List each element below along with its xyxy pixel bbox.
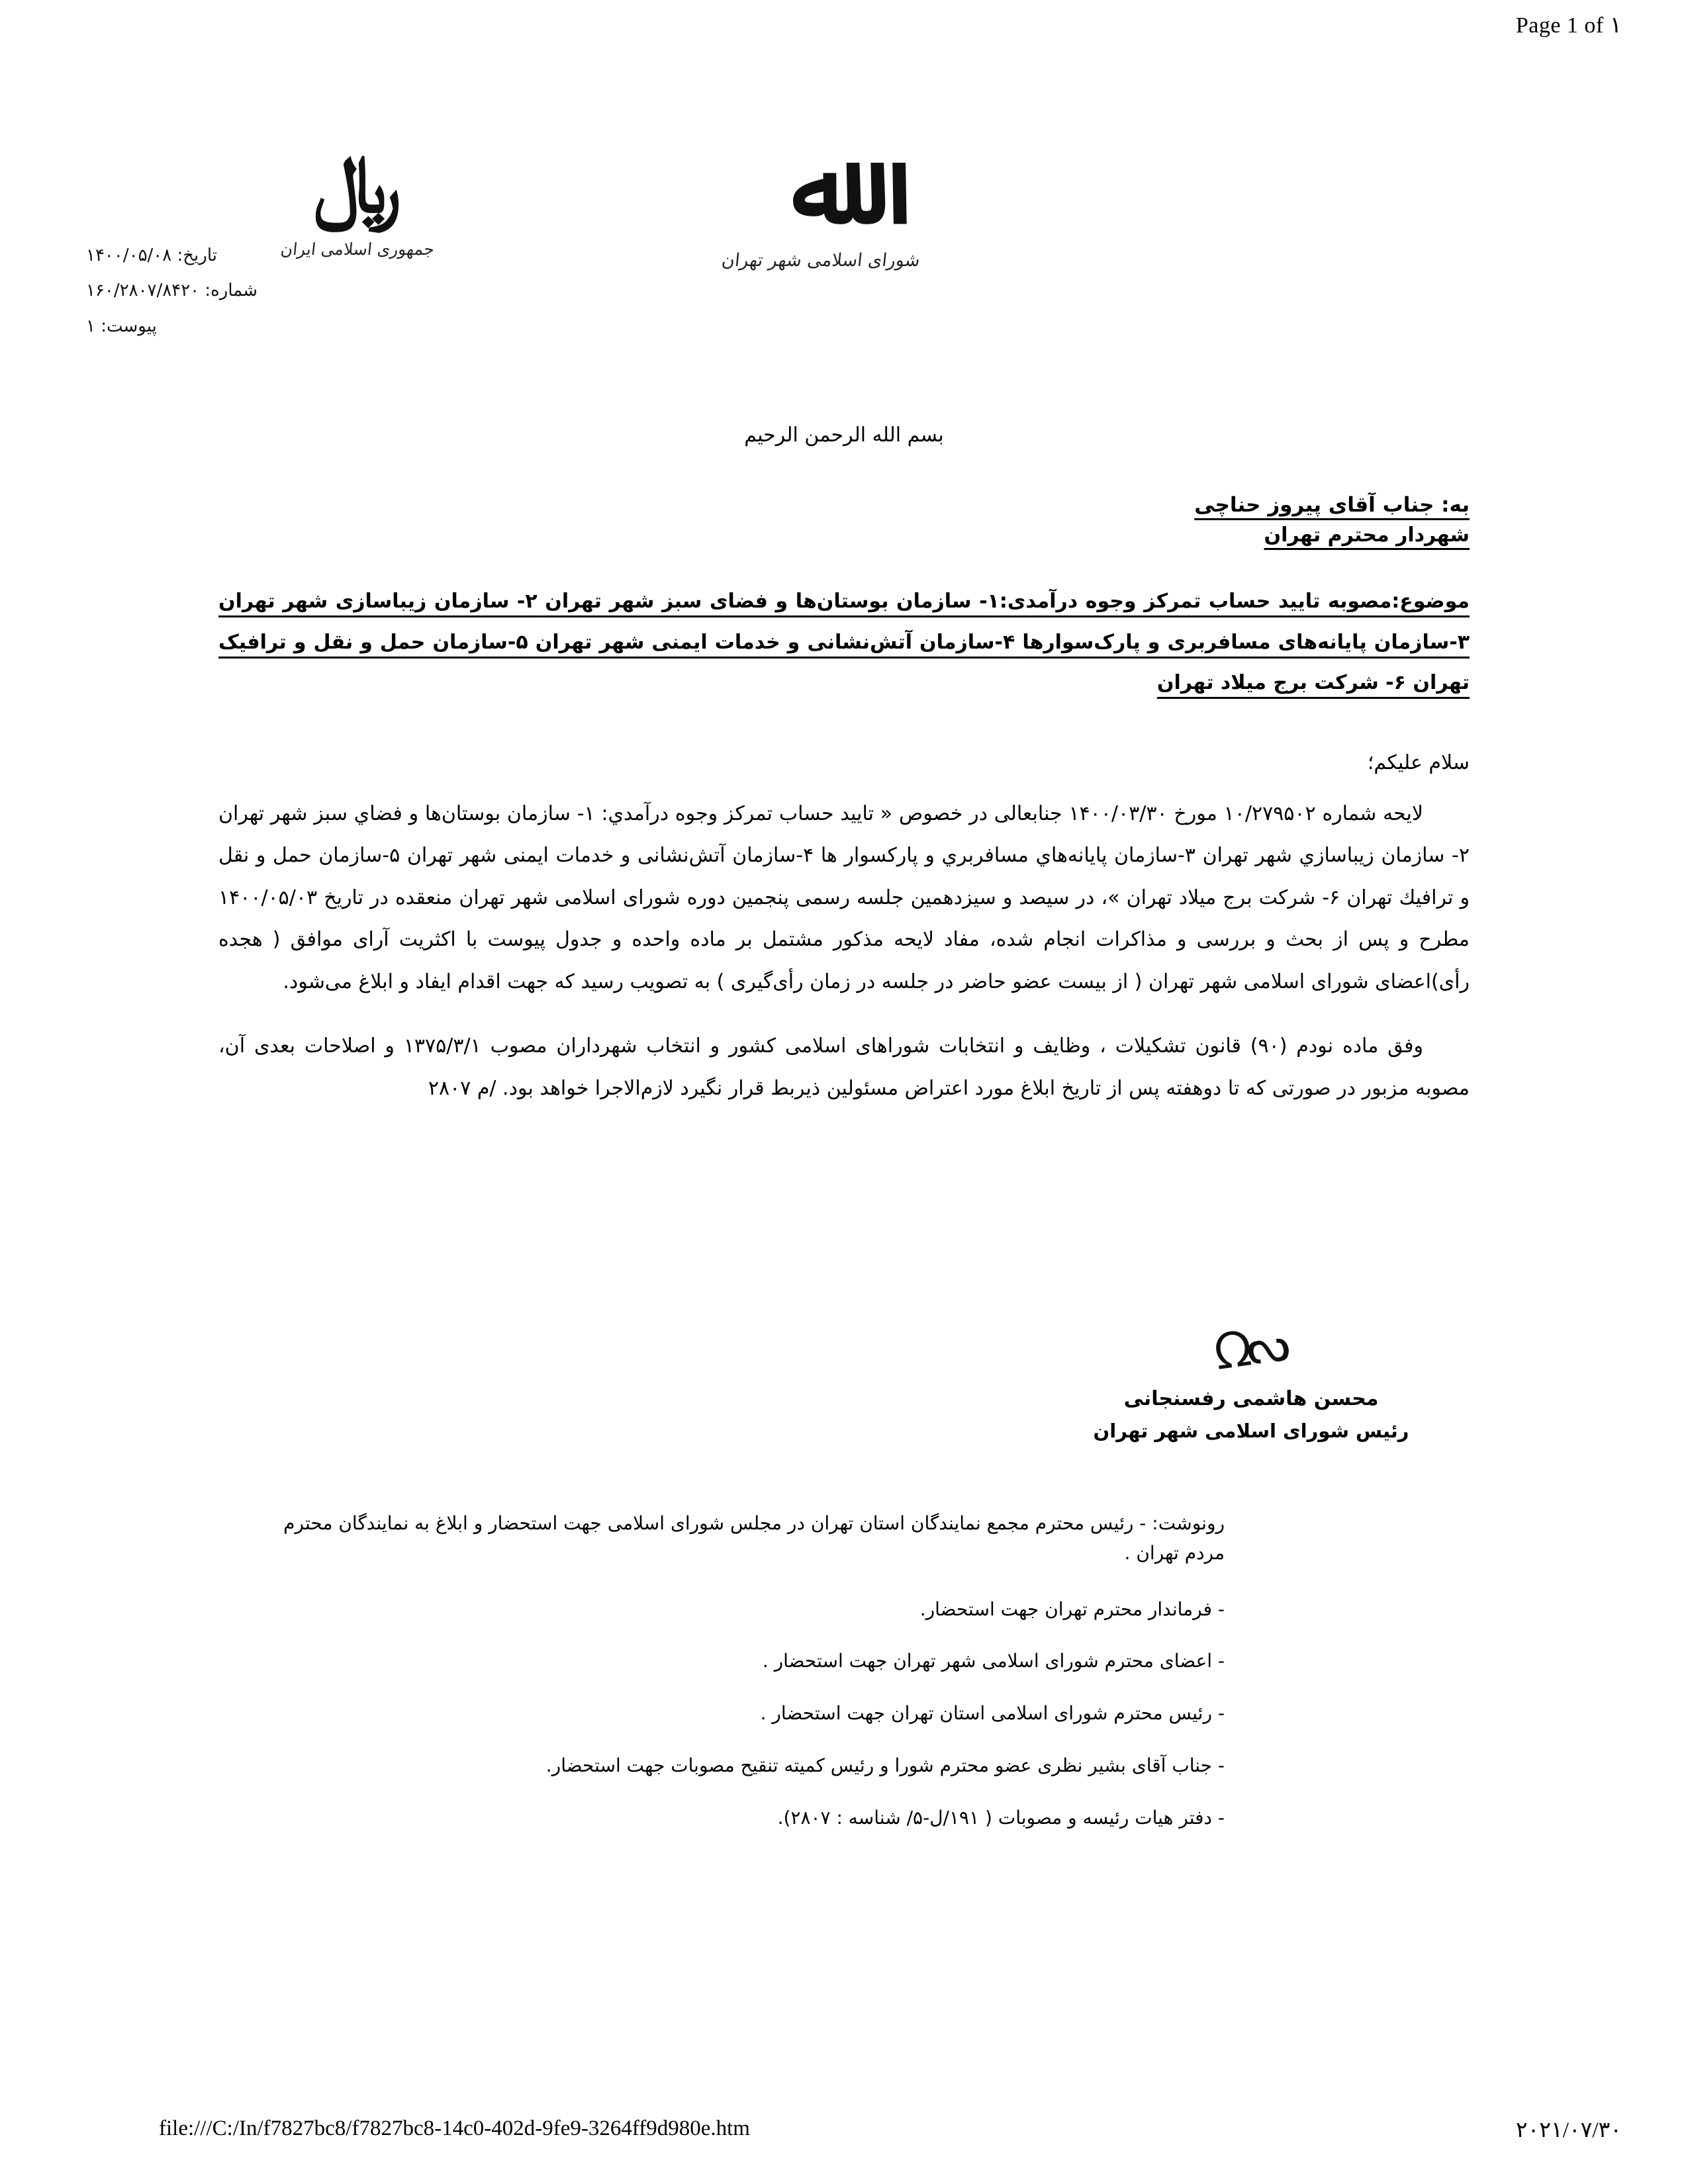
letter-body: [218, 424, 1470, 1132]
print-footer: [0, 2116, 1688, 2146]
list-item: رونوشت: - رئیس محترم مجمع نمایندگان استان تهران در مجلس شورای اسلامی جهت استحضار و ابلاغ به نمایندگان محترم مردم تهران .: [283, 1512, 1225, 1564]
letter-attachment: پیوست: ۱: [86, 316, 157, 336]
addressee-title: شهردار محترم تهران: [1264, 523, 1470, 547]
letter-subject: موضوع:مصوبه تایید حساب تمرکز وجوه درآمدی:۱- سازمان بوستان‌ها و فضای سبز شهر تهران ۲- سازمان زیباسازی شهر تهران ۳-سازمان پایانه‌های مسافربری و پارک‌سوارها ۴-سازمان آتش‌نشانی و خدمات ایمنی شهر تهران ۵-سازمان حمل و نقل و ترافیک تهران ۶- شرکت برج میلاد تهران: [218, 590, 1470, 694]
body-paragraph-2: وفق ماده نودم (۹۰) قانون تشکیلات ، وظایف و انتخابات شوراهای اسلامی کشور و انتخاب شهرداران مصوب ۱۳۷۵/۳/۱ و اصلاحات بعدی آن، مصوبه مزبور در صورتی که تا دوهفته پس از تاریخ ابلاغ مورد اعتراض مسئولین ذیربط قرار نگیرد لازم‌الاجرا خواهد بود. /م ۲۸۰۷: [218, 1034, 1470, 1101]
council-logo-caption: شورای اسلامی شهر تهران: [720, 250, 921, 271]
basmala: بسم الله الرحمن الرحیم: [744, 424, 944, 447]
letterhead: [0, 131, 1688, 390]
signatory-role: رئیس شورای اسلامی شهر تهران: [1093, 1420, 1409, 1442]
salutation: سلام علیکم؛: [1367, 751, 1470, 774]
letter-number: شماره: ۱۶۰/۲۸۰۷/۸۴۲۰: [86, 281, 258, 301]
body-paragraph-1: لایحه شماره ۱۰/۲۷۹۵۰۲ مورخ ۱۴۰۰/۰۳/۳۰ جنابعالی در خصوص « تایید حساب تمرکز وجوه درآمدي: ۱- سازمان بوستان‌ها و فضاي سبز شهر تهران ۲- سازمان زیباسازي شهر تهران ۳-سازمان پایانه‌هاي مسافربري و پارکسوار ها ۴-سازمان آتش‌نشانی و خدمات ایمنی شهر تهران ۵-سازمان حمل و نقل و ترافیك تهران ۶- شرکت برج میلاد تهران »، در سیصد و سیزدهمین جلسه رسمی پنجمین دوره شورای اسلامی شهر تهران منعقده در تاریخ ۱۴۰۰/۰۵/۰۳ مطرح و پس از بحث و بررسی و مذاکرات انجام شده، مفاد لایحه مذکور مشتمل بر ماده واحده و جدول پیوست با اکثریت آرای موافق ( هجده رأی)اعضای شورای اسلامی شهر تهران ( از بیست عضو حاضر در جلسه در زمان رأی‌گیری ) به تصویب رسید که جهت اقدام ایفاد و ابلاغ می‌شود.: [218, 801, 1470, 993]
letter-date: تاریخ: ۱۴۰۰/۰۵/۰۸: [86, 246, 218, 265]
iran-emblem-caption: جمهوری اسلامی ایران: [279, 240, 436, 259]
signatory-name: محسن هاشمی رفسنجانی: [1123, 1387, 1379, 1410]
letter-metadata: [86, 238, 305, 344]
carbon-copy-list: [278, 1509, 1225, 1856]
council-logo: [669, 131, 973, 271]
list-item: - دفتر هیات رئیسه و مصوبات ( ۱۹۱/ل-۵/ شناسه : ۲۸۰۷).: [777, 1806, 1225, 1829]
council-logo-icon: ﷲ: [792, 131, 850, 246]
list-item: - فرماندار محترم تهران جهت استحضار.: [919, 1598, 1225, 1620]
list-item: - رئیس محترم شورای اسلامی استان تهران جهت استحضار .: [760, 1702, 1225, 1725]
list-item: - جناب آقای بشیر نظری عضو محترم شورا و رئیس کمیته تنقیح مصوبات جهت استحضار.: [545, 1754, 1225, 1776]
print-header: Page 1 of ۱: [1515, 13, 1622, 38]
signature-block: [1053, 1315, 1450, 1442]
addressee: به: جناب آقای پیروز حناچی: [1194, 493, 1470, 517]
print-date: ۲۰۲۱/۰۷/۳۰: [1515, 2118, 1622, 2142]
list-item: - اعضای محترم شورای اسلامی شهر تهران جهت استحضار .: [762, 1650, 1225, 1672]
source-file-path: file:///C:/In/f7827bc8/f7827bc8-14c0-402d-9fe9-3264ff9d980e.htm: [159, 2116, 750, 2140]
iran-emblem-icon: ﷼: [313, 139, 402, 231]
handwritten-signature-icon: ᘯᔓ: [1211, 1315, 1288, 1382]
